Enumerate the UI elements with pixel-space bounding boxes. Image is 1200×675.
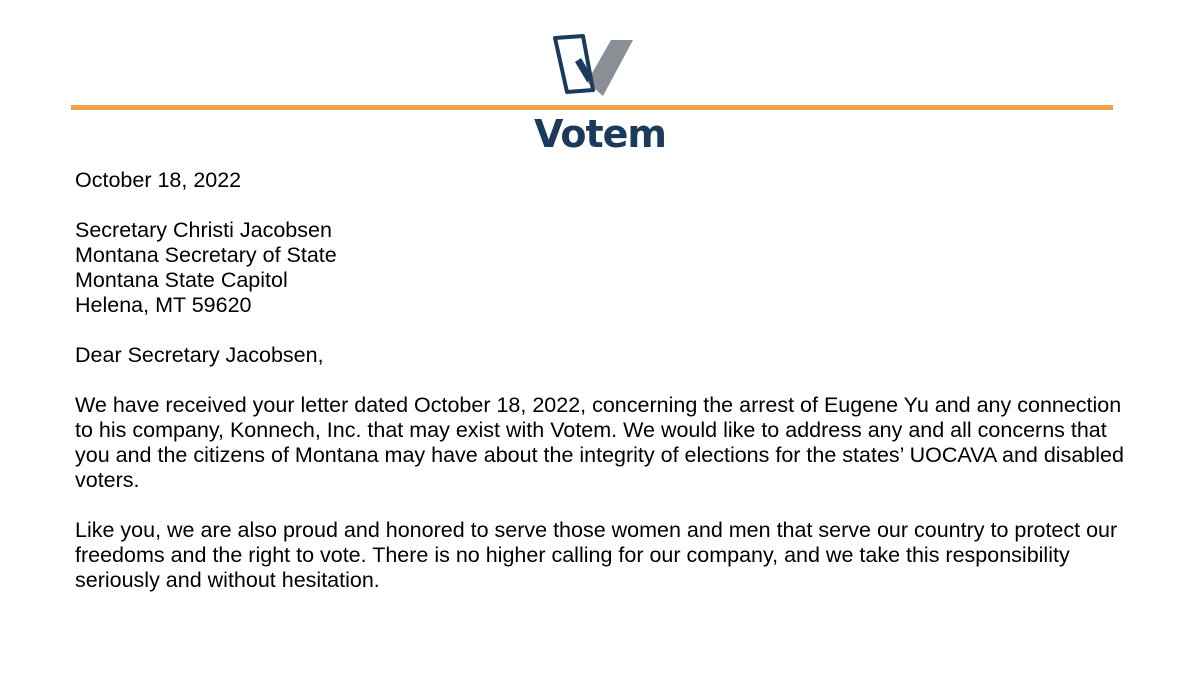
recipient-line: Montana Secretary of State: [75, 243, 337, 267]
recipient-line: Secretary Christi Jacobsen: [75, 218, 332, 242]
letter-date: October 18, 2022: [75, 168, 242, 192]
salutation: Dear Secretary Jacobsen,: [75, 343, 324, 367]
recipient-line: Helena, MT 59620: [75, 293, 252, 317]
letter-body: [75, 168, 1135, 618]
ballot-phone-check-icon: [553, 34, 635, 98]
body-paragraph: Like you, we are also proud and honored to serve those women and men that serve our country to protect our freedoms and the right to vote. There is no higher calling for our company, and we take this responsibility seriously and without hesitation.: [75, 518, 1118, 592]
header-divider: [71, 105, 1113, 110]
brand-wordmark: Votem: [534, 112, 666, 156]
recipient-address: [75, 218, 1135, 318]
recipient-line: Montana State Capitol: [75, 268, 288, 292]
body-paragraph: We have received your letter dated October 18, 2022, concerning the arrest of Eugene Yu and any connection to his company, Konnech, Inc. that may exist with Votem. We would like to address any and all concerns that you and the citizens of Montana may have about the integrity of elections for the states’ UOCAVA and disabled voters.: [75, 393, 1124, 492]
